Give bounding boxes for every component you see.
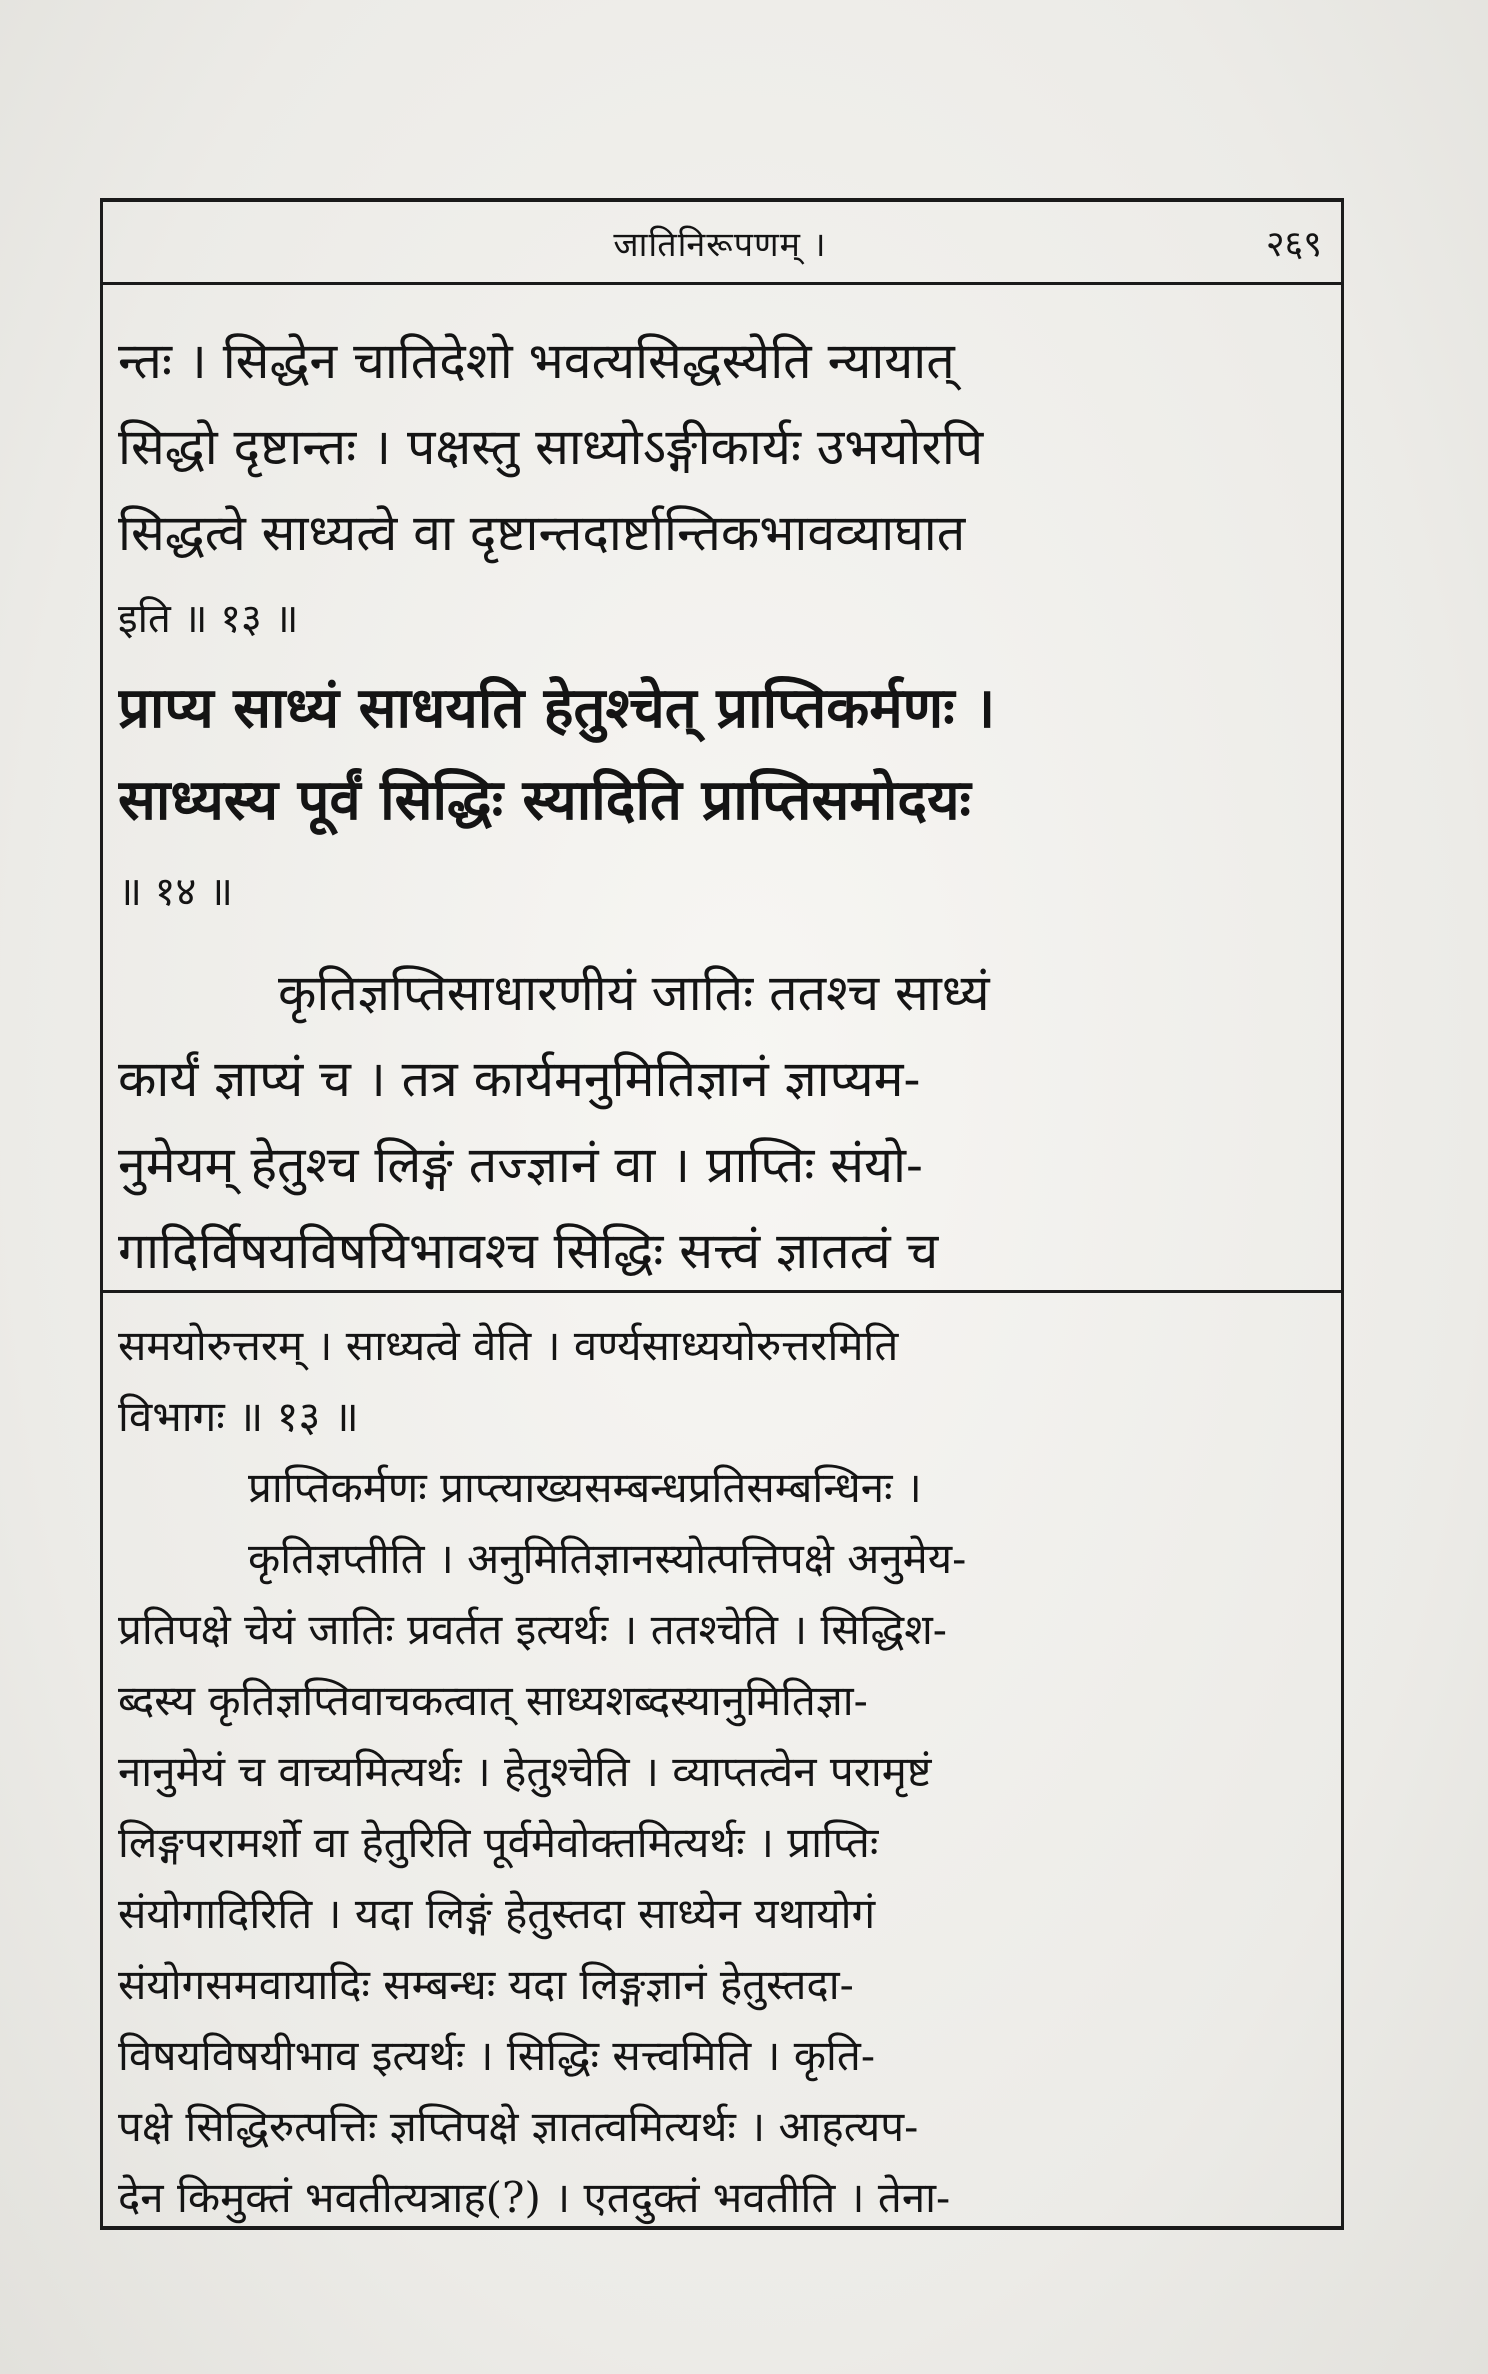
commentary-line: गादिर्विषयविषयिभावश्च सिद्धिः सत्त्वं ज्ञातत्वं च <box>118 1222 939 1280</box>
commentary-line: कार्यं ज्ञाप्यं च । तत्र कार्यमनुमितिज्ञानं ज्ञाप्यम- <box>118 1050 921 1108</box>
commentary-block <box>118 950 1330 1294</box>
footnote-line: कृतिज्ञप्तीति । अनुमितिज्ञानस्योत्पत्तिपक्षे अनुमेय- <box>248 1534 967 1583</box>
footnote-line: पक्षे सिद्धिरुत्पत्तिः ज्ञप्तिपक्षे ज्ञातत्वमित्यर्थः । आहत्यप- <box>118 2102 919 2151</box>
main-text-line: न्तः । सिद्धेन चातिदेशो भवत्यसिद्धस्येति न्यायात् <box>118 332 955 390</box>
verse-line: प्राप्य साध्यं साधयति हेतुश्चेत् प्राप्तिकर्मणः । <box>118 675 996 741</box>
footnote-line: संयोगादिरिति । यदा लिङ्गं हेतुस्तदा साध्येन यथायोगं <box>118 1889 876 1938</box>
verse-block <box>118 662 1330 938</box>
footnote-line: प्रतिपक्षे चेयं जातिः प्रवर्तत इत्यर्थः । ततश्चेति । सिद्धिश- <box>118 1605 947 1654</box>
verse-number: ॥ १४ ॥ <box>118 869 233 915</box>
top-rule <box>100 198 1344 202</box>
running-title: जातिनिरूपणम् । <box>613 225 827 265</box>
footnote-line: देन किमुक्तं भवतीत्यत्राह(?) । एतदुक्तं भवतीति । तेना- <box>118 2173 951 2222</box>
footnote-line: संयोगसमवायादिः सम्बन्धः यदा लिङ्गज्ञानं हेतुस्तदा- <box>118 1960 854 2009</box>
main-text-line: सिद्धो दृष्टान्तः । पक्षस्तु साध्योऽङ्गीकार्यः उभयोरपि <box>118 418 984 476</box>
footnote-line: ब्दस्य कृतिज्ञप्तिवाचकत्वात् साध्यशब्दस्यानुमितिज्ञा- <box>118 1676 868 1725</box>
footnote-line: विषयविषयीभाव इत्यर्थः । सिद्धिः सत्त्वमिति । कृति- <box>118 2031 876 2080</box>
footnote-line: लिङ्गपरामर्शो वा हेतुरिति पूर्वमेवोक्तमित्यर्थः । प्राप्तिः <box>118 1818 879 1867</box>
footnote-line: नानुमेयं च वाच्यमित्यर्थः । हेतुश्चेति । व्याप्तत्वेन परामृष्टं <box>118 1747 932 1796</box>
footnote-line: समयोरुत्तरम् । साध्यत्वे वेति । वर्ण्यसाध्ययोरुत्तरमिति <box>118 1321 899 1370</box>
footnote-line: प्राप्तिकर्मणः प्राप्त्याख्यसम्बन्धप्रतिसम्बन्धिनः । <box>248 1463 922 1512</box>
header-rule <box>100 282 1344 285</box>
main-text-line: सिद्धत्वे साध्यत्वे वा दृष्टान्तदार्ष्टान्तिकभावव्याघात <box>118 504 966 562</box>
footnote-line: विभागः ॥ १३ ॥ <box>118 1392 359 1441</box>
footnote-block <box>118 1310 1330 2233</box>
commentary-line: कृतिज्ञप्तिसाधारणीयं जातिः ततश्च साध्यं <box>278 964 990 1022</box>
main-text-line: इति ॥ १३ ॥ <box>118 596 299 642</box>
commentary-line: नुमेयम् हेतुश्च लिङ्गं तज्ज्ञानं वा । प्राप्तिः संयो- <box>118 1136 923 1194</box>
verse-line: साध्यस्य पूर्वं सिद्धिः स्यादिति प्राप्तिसमोदयः <box>118 767 971 833</box>
running-header <box>110 208 1330 278</box>
main-text-block <box>118 318 1330 662</box>
page-number: २६९ <box>1265 224 1322 265</box>
